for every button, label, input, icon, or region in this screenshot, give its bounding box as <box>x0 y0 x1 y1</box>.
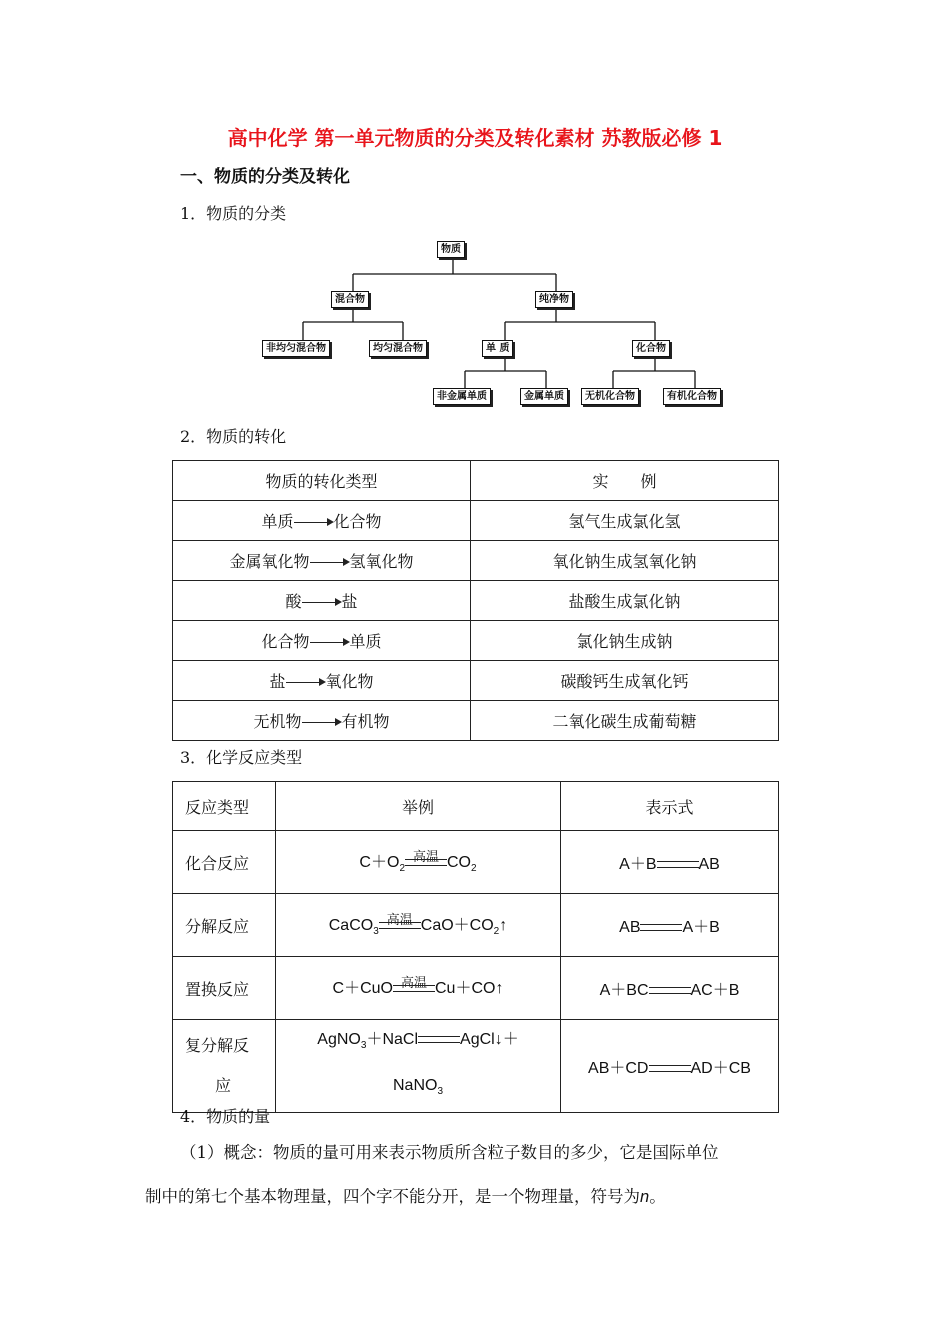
subheading-reaction-types: 3．化学反应类型 <box>180 748 303 767</box>
expression-right: AC＋B <box>690 981 740 999</box>
node-organic-compound: 有机化合物 <box>663 388 721 405</box>
reaction-type-cell: 分解反应 <box>173 894 276 957</box>
node-inorganic-compound: 无机化合物 <box>581 388 639 405</box>
from-label: 金属氧化物 <box>229 552 310 571</box>
expression-left: AB＋CD <box>588 1059 649 1077</box>
to-label: 氢氧化物 <box>349 552 414 571</box>
node-metal-element: 金属单质 <box>520 388 568 405</box>
expression-left: A＋BC <box>599 981 649 999</box>
products: $CO_2$ <box>447 854 477 875</box>
condition-label: 高温 <box>400 975 427 991</box>
reactants: CaCO$_3$ <box>328 917 379 938</box>
arrow-icon <box>310 558 350 568</box>
page-title: 高中化学 第一单元物质的分类及转化素材 苏教版必修 1 <box>227 126 723 150</box>
table-row <box>173 957 779 1020</box>
equals-sign-icon <box>418 1036 460 1043</box>
products: $CaO+CO_2↑$ <box>420 917 508 938</box>
table-row <box>173 501 779 541</box>
to-label: 氧化物 <box>325 672 374 691</box>
table-row <box>173 581 779 621</box>
products-line2: NaNO <box>392 1077 438 1095</box>
equals-sign-icon <box>657 861 699 868</box>
classification-tree <box>255 236 735 412</box>
expression-left: AB <box>619 918 641 936</box>
to-label: 有机物 <box>341 712 390 731</box>
equals-sign-icon <box>649 1065 691 1072</box>
arrow-icon <box>302 598 342 608</box>
expression-right: A＋B <box>682 918 720 936</box>
node-heterogeneous-mixture: 非均匀混合物 <box>262 340 330 357</box>
section-heading: 一、物质的分类及转化 <box>180 167 350 187</box>
table-row <box>173 541 779 581</box>
equals-sign-icon <box>649 987 691 994</box>
subheading-classification: 1．物质的分类 <box>180 204 287 223</box>
products: AgCl↓＋ <box>460 1031 519 1048</box>
example-cell: 氢气生成氯化氢 <box>471 501 779 541</box>
node-mixture: 混合物 <box>331 291 369 308</box>
from-label: 化合物 <box>261 632 310 651</box>
table-row <box>173 621 779 661</box>
to-label: 单质 <box>349 632 382 651</box>
node-homogeneous-mixture: 均匀混合物 <box>369 340 427 357</box>
node-nonmetal-element: 非金属单质 <box>433 388 491 405</box>
paragraph-line2: 制中的第七个基本物理量，四个字不能分开，是一个物理量，符号为n。 <box>145 1187 666 1206</box>
header-conversion-type: 物质的转化类型 <box>173 461 471 501</box>
expression-right: AB <box>698 855 720 873</box>
equals-sign-icon <box>405 859 447 866</box>
products: Cu＋CO↑ <box>435 980 504 998</box>
expression-left: A＋B <box>619 855 657 873</box>
node-pure-substance: 纯净物 <box>535 291 573 308</box>
example-cell: 二氧化碳生成葡萄糖 <box>471 701 779 741</box>
condition-label: 高温 <box>412 849 439 865</box>
arrow-icon <box>302 718 342 728</box>
equals-sign-icon <box>379 922 421 929</box>
paragraph-line1: （1）概念：物质的量可用来表示物质所含粒子数目的多少，它是国际单位 <box>180 1143 719 1162</box>
reaction-type-line1: 复分解反 <box>185 1036 250 1056</box>
arrow-icon <box>294 518 334 528</box>
from-label: 无机物 <box>253 712 302 731</box>
header-example: 举例 <box>276 782 561 831</box>
reaction-types-table <box>172 781 779 1113</box>
equals-sign-icon <box>640 924 682 931</box>
condition-label: 高温 <box>386 912 413 928</box>
tree-connectors <box>255 236 735 412</box>
arrow-icon <box>310 638 350 648</box>
node-element: 单 质 <box>482 340 513 357</box>
header-reaction-type: 反应类型 <box>173 782 276 831</box>
to-label: 盐 <box>341 592 358 611</box>
table-row <box>173 701 779 741</box>
example-cell: 氯化钠生成钠 <box>471 621 779 661</box>
subheading-conversion: 2．物质的转化 <box>180 427 287 446</box>
table-row <box>173 661 779 701</box>
example-cell: 盐酸生成氯化钠 <box>471 581 779 621</box>
reactants: C＋CuO <box>332 980 393 998</box>
example-cell: 氧化钠生成氢氧化钠 <box>471 541 779 581</box>
header-expression: 表示式 <box>561 782 779 831</box>
arrow-icon <box>286 678 326 688</box>
reactants: AgNO$_3$＋NaCl <box>317 1031 419 1052</box>
to-label: 化合物 <box>333 512 382 531</box>
subheading-amount-of-substance: 4．物质的量 <box>180 1107 271 1126</box>
table-row: 复分解反 应 AgNO$_3$＋NaCl AgCl↓＋ NaNO$_3$ AB＋CD AD＋CB <box>173 1020 779 1113</box>
table-row <box>173 831 779 894</box>
from-label: 单质 <box>261 512 294 531</box>
header-example: 实 例 <box>471 461 779 501</box>
reaction-type-line2: 应 <box>215 1076 232 1096</box>
table-header-row <box>173 782 779 831</box>
expression-right: AD＋CB <box>690 1059 751 1077</box>
conversion-table <box>172 460 779 741</box>
node-compound: 化合物 <box>632 340 670 357</box>
from-label: 酸 <box>285 592 302 611</box>
node-substance: 物质 <box>437 241 465 258</box>
equals-sign-icon <box>393 985 435 992</box>
reaction-type-cell: 置换反应 <box>173 957 276 1020</box>
reactants: $C+O_2$ <box>359 854 405 875</box>
table-row <box>173 894 779 957</box>
reaction-type-cell: 化合反应 <box>173 831 276 894</box>
from-label: 盐 <box>269 672 286 691</box>
table-header-row <box>173 461 779 501</box>
symbol-n: n <box>640 1188 650 1206</box>
example-cell: 碳酸钙生成氧化钙 <box>471 661 779 701</box>
